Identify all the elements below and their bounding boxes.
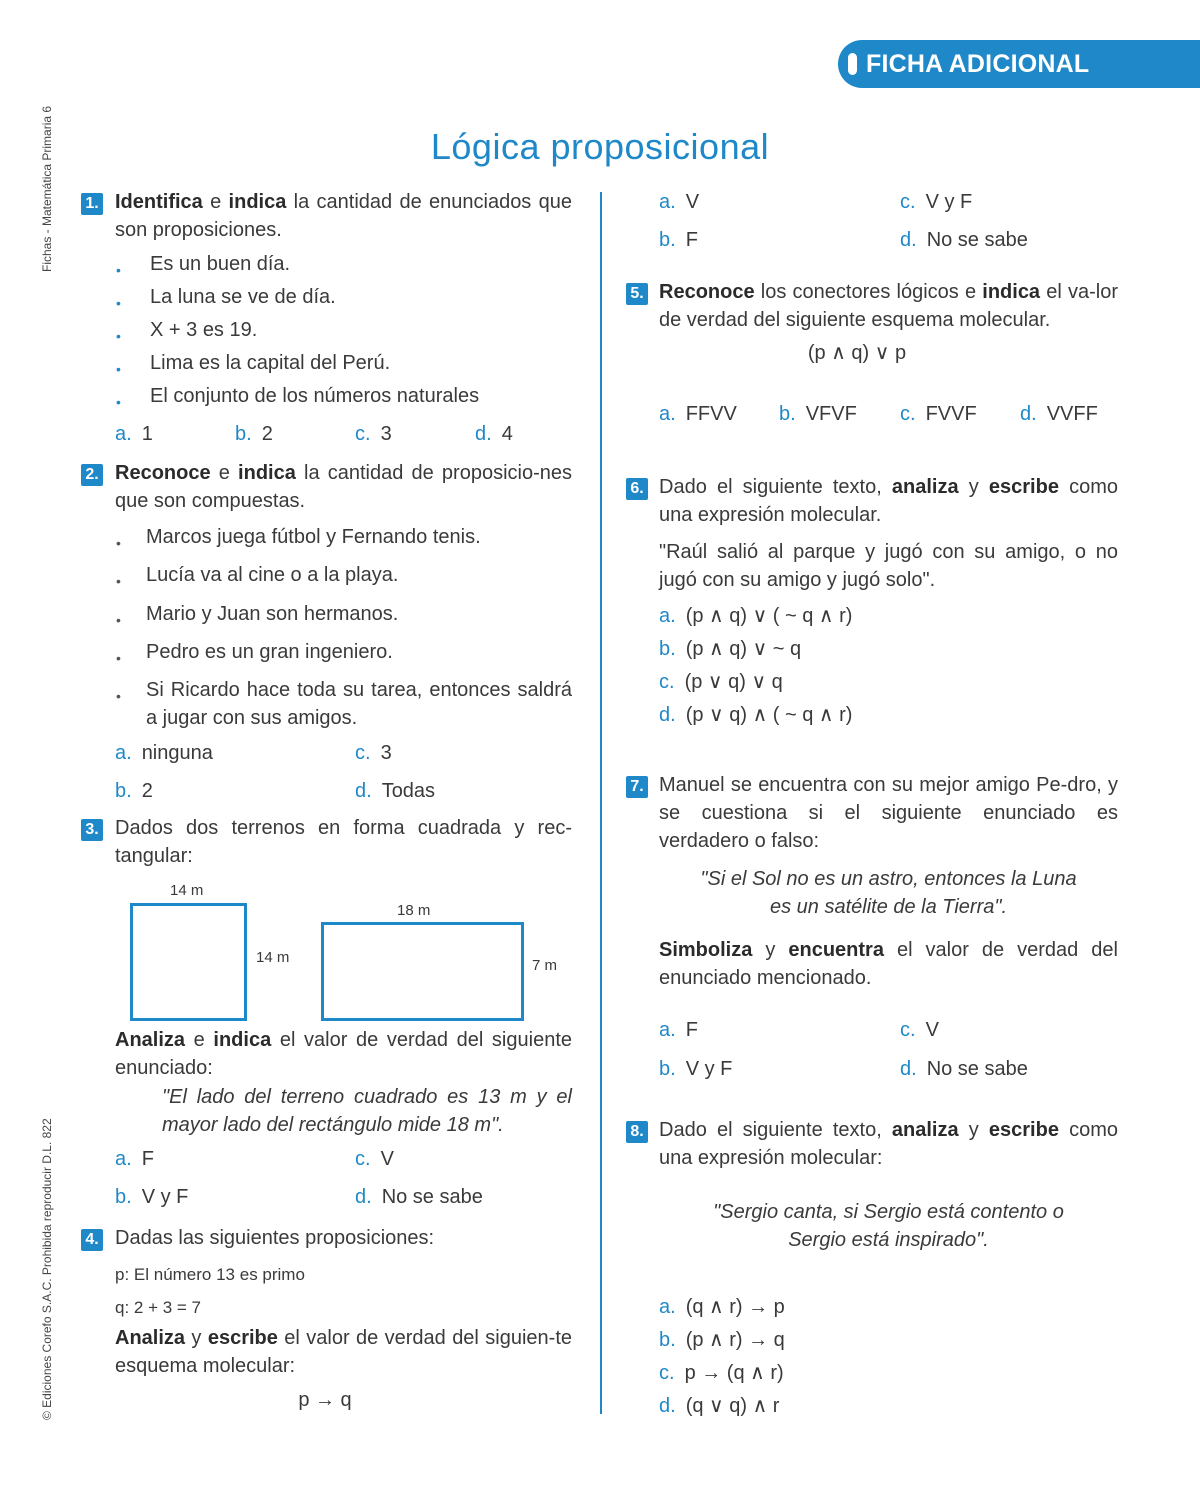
option-c[interactable]: c. 3 xyxy=(355,423,392,445)
list-item: Marcos juega fútbol y Fernando tenis. xyxy=(146,526,481,548)
square-terrain xyxy=(130,903,247,1021)
option-d[interactable]: d. VVFF xyxy=(1020,403,1098,425)
question-6-text: Dado el siguiente texto, analiza y escribe como una expresión molecular. xyxy=(659,476,1118,526)
bullet-icon: • xyxy=(116,612,121,628)
list-item: Es un buen día. xyxy=(150,253,291,275)
list-item: Si Ricardo hace toda su tarea, entonces saldrá a jugar con sus amigos. xyxy=(146,679,572,729)
question-3-text: Dados dos terrenos en forma cuadrada y rec-tangular: xyxy=(115,817,572,867)
bullet-icon: • xyxy=(116,262,121,278)
list-item: Mario y Juan son hermanos. xyxy=(146,603,399,625)
bullet-icon: • xyxy=(116,535,121,551)
list-item: Lucía va al cine o a la playa. xyxy=(146,564,399,586)
option-a[interactable]: a. FFVV xyxy=(659,403,737,425)
option-a[interactable]: a. (p ∧ q) ∨ ( ~ q ∧ r) xyxy=(659,605,853,627)
option-b[interactable]: b. VFVF xyxy=(779,403,857,425)
question-8-quote-line-2: Sergio está inspirado". xyxy=(788,1229,989,1251)
rectangle-side-measure: 7 m xyxy=(532,957,558,974)
question-number-8: 8. xyxy=(626,1121,648,1143)
question-3-quote: "El lado del terreno cuadrado es 13 m y el mayor lado del rectángulo mide 18 m". xyxy=(162,1086,572,1136)
side-text-bottom: © Ediciones Corefo S.A.C. Prohibida reproducir D.L. 822 xyxy=(40,1118,54,1420)
question-number-5: 5. xyxy=(626,283,648,305)
option-d[interactable]: d. No se sabe xyxy=(900,1058,1028,1080)
option-d[interactable]: d. 4 xyxy=(475,423,513,445)
square-side-measure: 14 m xyxy=(256,949,290,966)
option-c[interactable]: c. (p ∨ q) ∨ q xyxy=(659,671,783,693)
question-5-text: Reconoce los conectores lógicos e indica el va-lor de verdad del siguiente esquema molecular. xyxy=(659,281,1118,331)
option-a[interactable]: a. V xyxy=(659,191,700,213)
question-number-1: 1. xyxy=(81,193,103,215)
option-c[interactable]: c. V xyxy=(900,1019,939,1041)
option-a[interactable]: a. ninguna xyxy=(115,742,213,764)
list-item: Pedro es un gran ingeniero. xyxy=(146,641,393,663)
option-d[interactable]: d. No se sabe xyxy=(355,1186,483,1208)
proposition-q: q: 2 + 3 = 7 xyxy=(115,1298,202,1317)
list-item: X + 3 es 19. xyxy=(150,319,258,341)
option-c[interactable]: c. FVVF xyxy=(900,403,977,425)
list-item: Lima es la capital del Perú. xyxy=(150,352,391,374)
option-a[interactable]: a. F xyxy=(115,1148,154,1170)
question-8-text: Dado el siguiente texto, analiza y escribe como una expresión molecular: xyxy=(659,1119,1118,1169)
rectangle-terrain xyxy=(321,922,524,1021)
question-1-text: Identifica e indica la cantidad de enunciados que son proposiciones. xyxy=(115,191,572,241)
question-7-quote-line-2: es un satélite de la Tierra". xyxy=(769,896,1008,918)
list-item: La luna se ve de día. xyxy=(150,286,336,308)
question-4-text: Dadas las siguientes proposiciones: xyxy=(115,1227,435,1249)
question-3-instruction: Analiza e indica el valor de verdad del siguiente enunciado: xyxy=(115,1029,572,1079)
bullet-icon: • xyxy=(116,573,121,589)
question-6-quote: "Raúl salió al parque y jugó con su amigo, o no jugó con su amigo y jugó solo". xyxy=(659,541,1118,591)
question-2-text: Reconoce e indica la cantidad de proposicio-nes que son compuestas. xyxy=(115,462,572,512)
bullet-icon: • xyxy=(116,688,121,704)
rectangle-top-measure: 18 m xyxy=(397,902,431,919)
question-8-quote-line-1: "Sergio canta, si Sergio está contento o xyxy=(713,1201,1064,1223)
question-4-instruction: Analiza y escribe el valor de verdad del siguien-te esquema molecular: xyxy=(115,1327,572,1377)
option-b[interactable]: b. 2 xyxy=(235,423,273,445)
option-d[interactable]: d. (p ∨ q) ∧ ( ~ q ∧ r) xyxy=(659,704,853,726)
option-c[interactable]: c. V xyxy=(355,1148,394,1170)
question-5-formula: (p ∧ q) ∨ p xyxy=(807,342,907,364)
bullet-icon: • xyxy=(116,394,121,410)
right-column xyxy=(602,0,1200,1501)
question-7-text: Manuel se encuentra con su mejor amigo Pe-dro, y se cuestiona si el siguiente enunciado es verdadero o falso: xyxy=(659,774,1118,852)
option-b[interactable]: b. (p ∧ q) ∨ ~ q xyxy=(659,638,802,660)
badge-label: FICHA ADICIONAL xyxy=(866,50,1090,78)
option-d[interactable]: d. No se sabe xyxy=(900,229,1028,251)
question-7-instruction: Simboliza y encuentra el valor de verdad del enunciado mencionado. xyxy=(659,939,1118,989)
question-number-6: 6. xyxy=(626,478,648,500)
square-top-measure: 14 m xyxy=(170,882,204,899)
option-a[interactable]: a. (q ∧ r) → p xyxy=(659,1296,785,1318)
question-4-formula: p → q xyxy=(298,1389,352,1411)
question-number-2: 2. xyxy=(81,464,103,486)
option-a[interactable]: a. F xyxy=(659,1019,698,1041)
question-7-quote-line-1: "Si el Sol no es un astro, entonces la Luna xyxy=(700,868,1077,890)
question-number-4: 4. xyxy=(81,1229,103,1251)
option-c[interactable]: c. V y F xyxy=(900,191,973,213)
option-c[interactable]: c. p → (q ∧ r) xyxy=(659,1362,784,1384)
option-c[interactable]: c. 3 xyxy=(355,742,392,764)
bullet-icon: • xyxy=(116,295,121,311)
bullet-icon: • xyxy=(116,328,121,344)
question-number-7: 7. xyxy=(626,776,648,798)
proposition-p: p: El número 13 es primo xyxy=(115,1265,305,1284)
question-number-3: 3. xyxy=(81,819,103,841)
page-title: Lógica proposicional xyxy=(430,126,770,167)
option-b[interactable]: b. F xyxy=(659,229,698,251)
list-item: El conjunto de los números naturales xyxy=(150,385,480,407)
option-b[interactable]: b. 2 xyxy=(115,780,153,802)
option-b[interactable]: b. (p ∧ r) → q xyxy=(659,1329,785,1351)
option-b[interactable]: b. V y F xyxy=(659,1058,733,1080)
option-a[interactable]: a. 1 xyxy=(115,423,153,445)
side-text-top: Fichas - Matemática Primaria 6 xyxy=(40,105,54,272)
option-b[interactable]: b. V y F xyxy=(115,1186,189,1208)
bullet-icon: • xyxy=(116,650,121,666)
option-d[interactable]: d. (q ∨ q) ∧ r xyxy=(659,1395,780,1417)
option-d[interactable]: d. Todas xyxy=(355,780,436,802)
bullet-icon: • xyxy=(116,361,121,377)
